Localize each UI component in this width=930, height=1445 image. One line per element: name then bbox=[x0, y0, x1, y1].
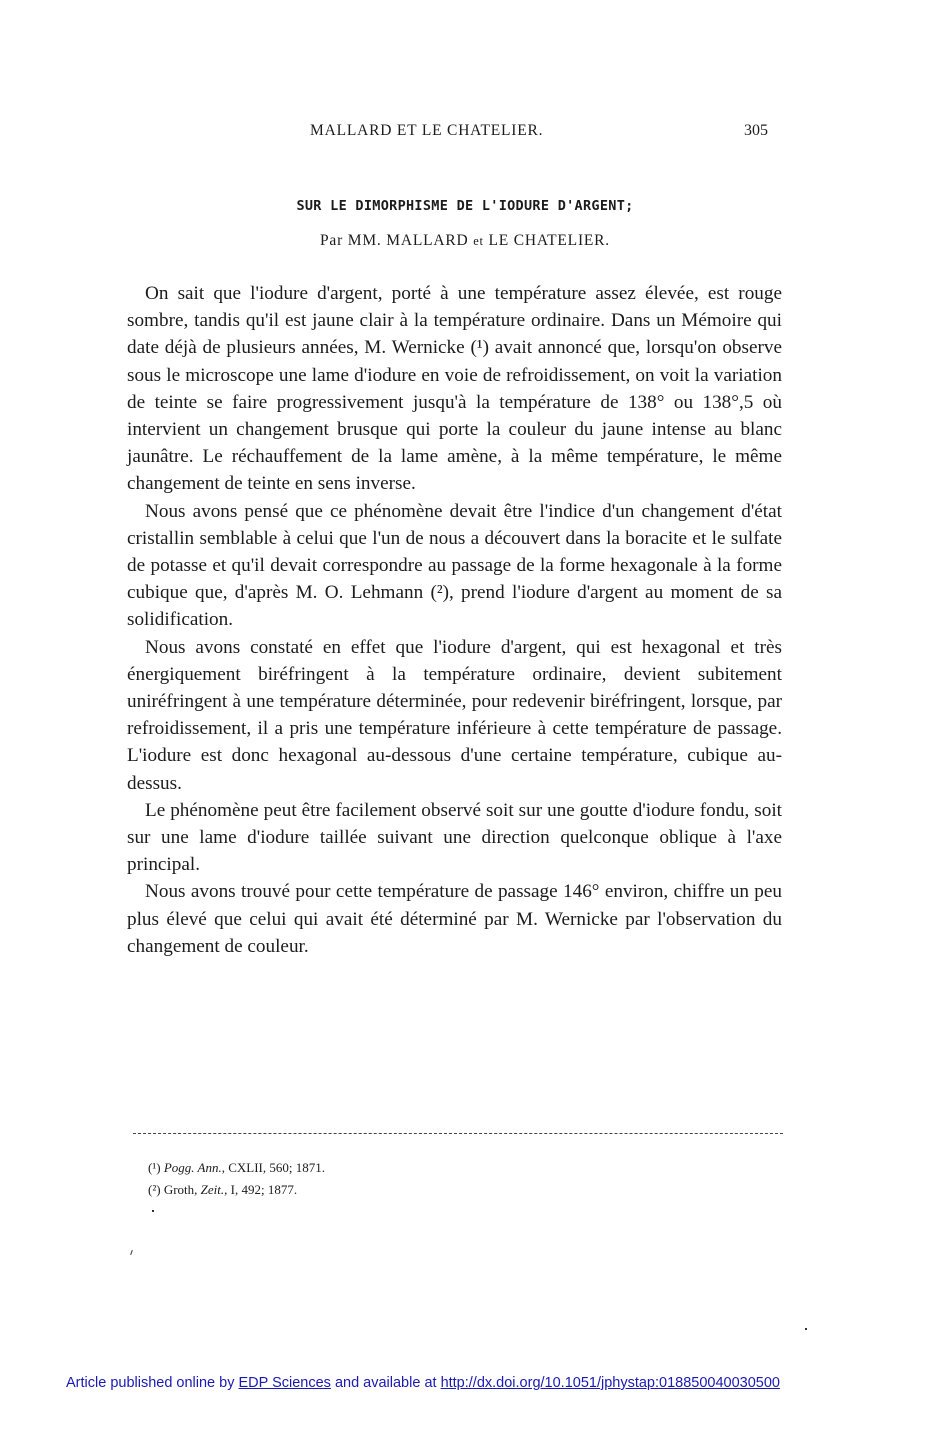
footnote-2-author: Groth, bbox=[163, 1182, 198, 1197]
footnotes bbox=[148, 1157, 325, 1201]
publisher-link[interactable]: EDP Sciences bbox=[238, 1375, 331, 1391]
article-body bbox=[127, 280, 782, 960]
paragraph-1: On sait que l'iodure d'argent, porté à une température assez élevée, est rouge sombre, tandis qu'il est jaune clair à la température ordinaire. Dans un Mémoire qui date déjà de plusieurs années, M. Wernicke (¹) avait annoncé que, lorsqu'on observe sous le microscope une lame d'iodure en voie de refroidissement, on voit la variation de teinte se faire progressivement jusqu'à la température de 138° ou 138°,5 où intervient un changement brusque qui porte la couleur du jaune intense au blanc jaunâtre. Le réchauffement de la lame amène, à la même température, le même changement de teinte en sens inverse. bbox=[127, 283, 782, 495]
footnote-1-journal: Pogg. Ann. bbox=[163, 1160, 222, 1175]
byline-et: et bbox=[473, 234, 484, 248]
footnote-2-journal: Zeit. bbox=[200, 1182, 225, 1197]
paragraph-4: Le phénomène peut être facilement observé soit sur une goutte d'iodure fondu, soit sur une lame d'iodure taillée suivant une direction quelconque oblique à l'axe principal. bbox=[127, 799, 782, 876]
paragraph-5: Nous avons trouvé pour cette température de passage 146° environ, chiffre un peu plus élevé que celui qui avait été déterminé par M. Wernicke par l'observation du changement de couleur. bbox=[127, 881, 782, 957]
paragraph-3: Nous avons constaté en effet que l'iodure d'argent, qui est hexagonal et très énergiquement biréfringent à la température ordinaire, devient subitement uniréfringent à une température déterminée, pour redevenir biréfringent, lorsque, par refroidissement, il a pris une température inférieure à cette température de passage. L'iodure est donc hexagonal au-dessous d'une certaine température, cubique au-dessus. bbox=[127, 636, 782, 794]
page-number: 305 bbox=[744, 122, 768, 139]
article-title: SUR LE DIMORPHISME DE L'IODURE D'ARGENT; bbox=[296, 198, 634, 214]
byline bbox=[0, 232, 930, 250]
byline-par: Par bbox=[320, 232, 344, 249]
publisher-bar bbox=[66, 1375, 780, 1391]
footnote-1 bbox=[148, 1157, 325, 1179]
footnote-2-rest: , I, 492; 1877. bbox=[224, 1182, 298, 1197]
byline-names-1: MM. MALLARD bbox=[347, 232, 469, 249]
footnote-2 bbox=[148, 1179, 325, 1201]
publisher-prefix: Article published online by bbox=[66, 1375, 235, 1391]
paragraph-2: Nous avons pensé que ce phénomène devait être l'indice d'un changement d'état cristallin semblable à celui que l'un de nous a découvert dans la boracite et le sulfate de potasse et qu'il devait correspondre au passage de la forme hexagonale à la forme cubique que, d'après M. O. Lehmann (²), prend l'iodure d'argent au moment de sa solidification. bbox=[127, 500, 782, 631]
footnote-rule bbox=[133, 1133, 783, 1134]
byline-names-2: LE CHATELIER. bbox=[488, 232, 610, 249]
scan-speck bbox=[130, 1250, 133, 1255]
footnote-2-mark: (²) bbox=[148, 1182, 161, 1197]
scan-speck bbox=[805, 1328, 807, 1330]
running-head: MALLARD ET LE CHATELIER. bbox=[310, 122, 544, 139]
scan-speck bbox=[152, 1210, 154, 1212]
publisher-middle: and available at bbox=[334, 1375, 437, 1391]
doi-link[interactable]: http://dx.doi.org/10.1051/jphystap:018850040030500 bbox=[440, 1375, 780, 1391]
footnote-1-mark: (¹) bbox=[148, 1160, 161, 1175]
footnote-1-rest: , CXLII, 560; 1871. bbox=[221, 1160, 325, 1175]
